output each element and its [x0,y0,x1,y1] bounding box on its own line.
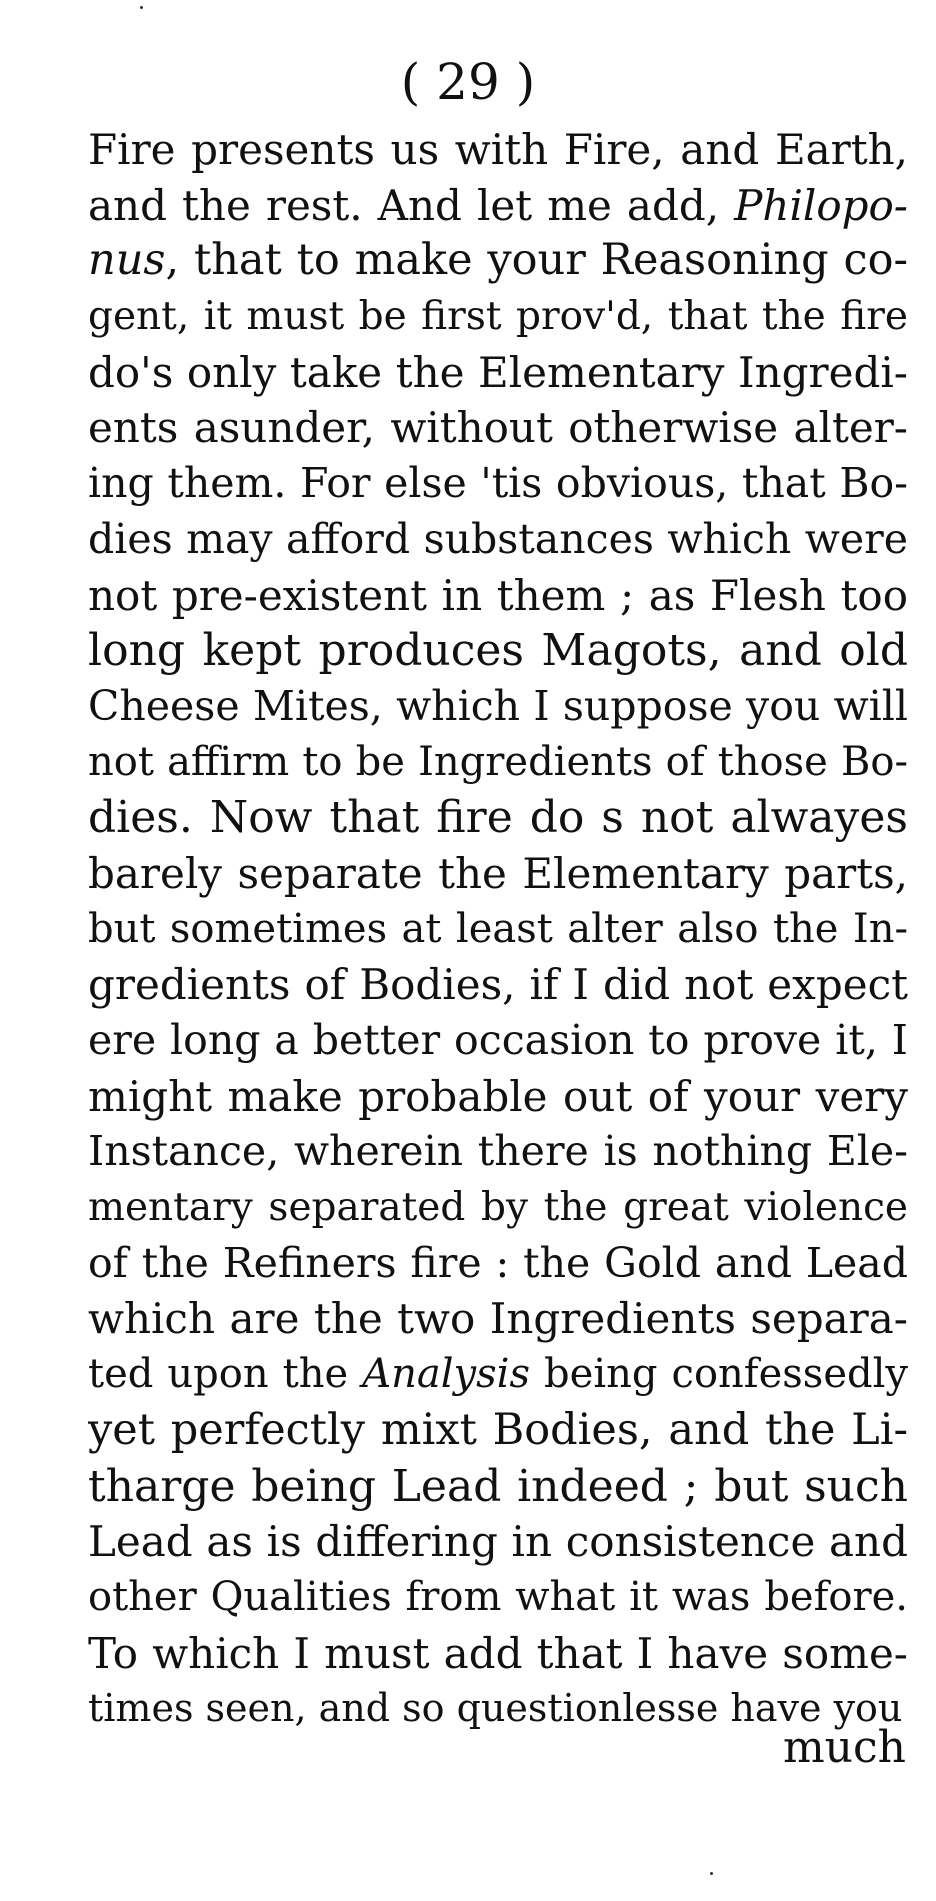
line-text: Lead as is differing in consistence and [88,1517,908,1567]
text-line [88,1069,908,1125]
italic-word: Philopo- [734,180,908,230]
print-speck [140,6,143,9]
text-line [88,1180,908,1236]
text-line [88,790,908,846]
text-line [88,735,908,791]
line-text: ents asunder, without otherwise alter- [88,403,908,453]
line-text: To which I must add that I have some- [88,1628,908,1678]
text-line [88,122,908,178]
line-text: times seen, and so questionlesse have you [88,1686,903,1731]
text-line [88,233,908,289]
page-number: ( 29 ) [400,53,536,111]
text-line [88,178,908,234]
text-line [88,568,908,624]
text-line [88,1403,908,1459]
text-line [88,1570,908,1626]
catchword: much [782,1722,906,1773]
text-line [88,1236,908,1292]
italic-word: nus [88,235,166,286]
line-text: being confessedly [530,1351,908,1398]
line-text: of the Refiners fire : the Gold and Lead [88,1238,908,1287]
text-line [88,289,908,345]
italic-word: Analysis [362,1351,530,1398]
line-text: not pre-existent in them ; as Flesh too [88,570,908,620]
line-text: dies may afford substances which were [88,514,908,563]
line-text: long kept produces Magots, and old [88,625,908,677]
line-text: and the rest. And let me add, [88,180,735,230]
text-line [88,902,908,958]
line-text: ted upon the [88,1351,363,1398]
text-line [88,512,908,568]
text-line [88,456,908,512]
text-line [88,679,908,735]
print-speck [710,1872,713,1875]
line-text: dies. Now that fire do s not alwayes [88,792,908,844]
line-text: yet perfectly mixt Bodies, and the Li- [88,1404,908,1455]
line-text: gredients of Bodies, if I did not expect [88,960,908,1010]
line-text: but sometimes at least alter also the In- [88,905,908,952]
text-line [88,1626,908,1682]
text-line [88,1347,908,1403]
line-text: gent, it must be first prov'd, that the fire [88,294,908,340]
line-text: not affirm to be Ingredients of those Bo- [88,738,908,785]
line-text: which are the two Ingredients separa- [88,1294,908,1344]
line-text: Cheese Mites, which I suppose you will [88,681,908,730]
line-text: , that to make your Reasoning co- [165,235,908,286]
line-text: ing them. For else 'tis obvious, that Bo- [88,459,908,508]
text-line [88,1514,908,1570]
line-text: do's only take the Elementary Ingredi- [88,347,908,397]
line-text: ere long a better occasion to prove it, I [88,1016,908,1064]
line-text: Instance, wherein there is nothing Ele- [88,1127,908,1176]
text-line [88,345,908,401]
text-line [88,623,908,679]
body-text [88,122,908,1737]
line-text: barely separate the Elementary parts, [88,848,908,898]
text-line [88,1291,908,1347]
text-line [88,846,908,902]
text-line [88,1459,908,1515]
text-line [88,1124,908,1180]
line-text: tharge being Lead indeed ; but such [88,1460,908,1512]
text-line [88,957,908,1013]
text-line [88,400,908,456]
line-text: other Qualities from what it was before. [88,1573,908,1620]
line-text: Fire presents us with Fire, and Earth, [88,125,908,174]
text-line [88,1013,908,1069]
line-text: mentary separated by the great violence [88,1185,908,1231]
line-text: might make probable out of your very [88,1071,908,1121]
